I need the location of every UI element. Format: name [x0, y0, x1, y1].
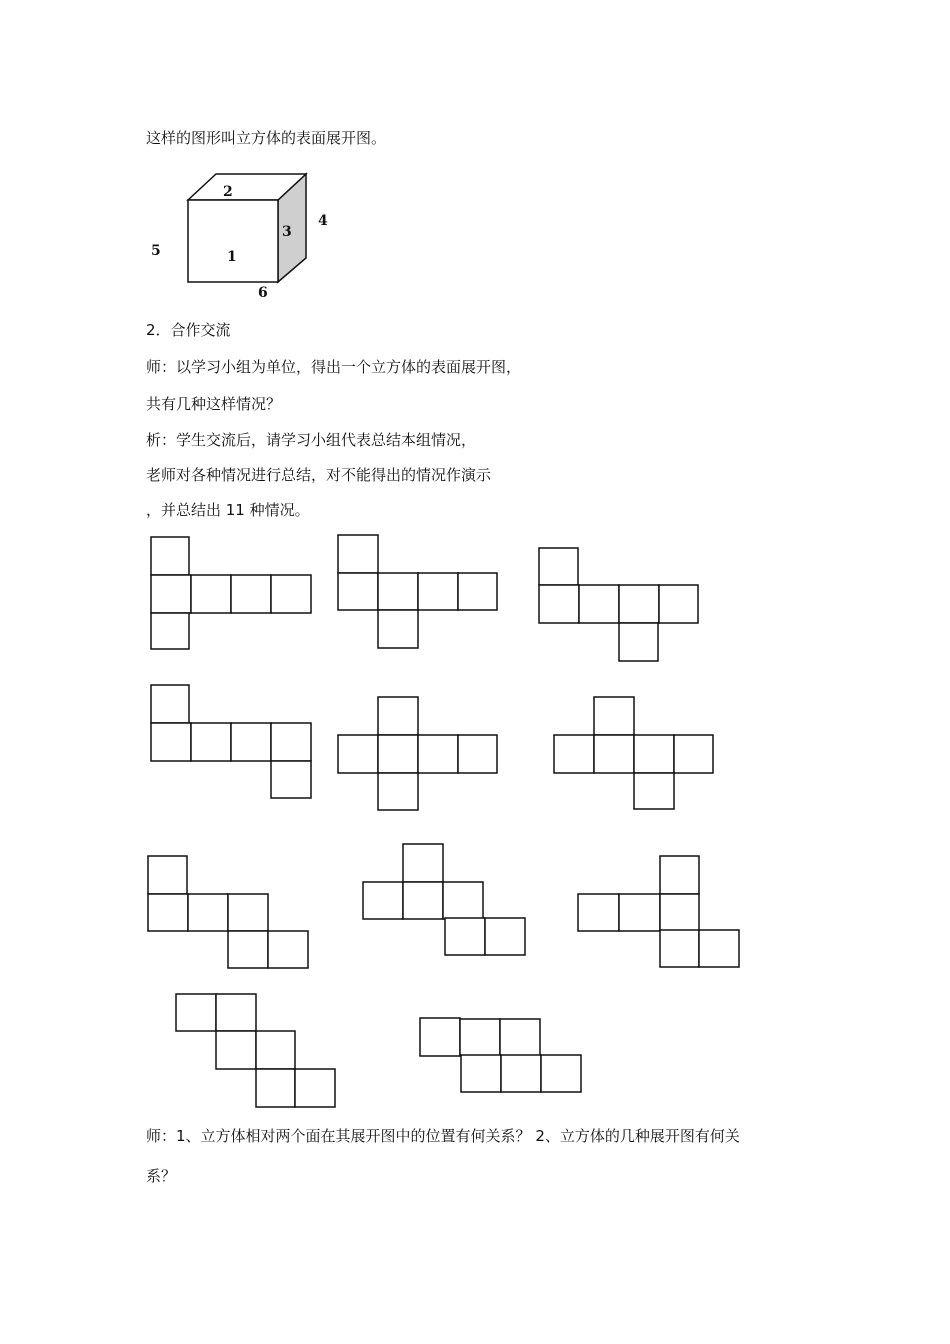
net-square [148, 856, 187, 894]
cube-net-4 [151, 685, 311, 798]
net-square [231, 575, 271, 613]
cube-net-9 [578, 856, 739, 967]
question-line-1: 师：1、立方体相对两个面在其展开图中的位置有何关系？ 2、立方体的几种展开图有何关 [146, 1127, 740, 1145]
net-square [418, 735, 458, 773]
intro-text: 这样的图形叫立方体的表面展开图。 [146, 129, 387, 147]
cube-label-left: 5 [151, 243, 161, 259]
net-square [378, 610, 418, 648]
net-square [271, 575, 311, 613]
cube-label-back: 4 [318, 213, 328, 229]
net-square [378, 697, 418, 735]
net-square [231, 723, 271, 761]
net-square [216, 1031, 256, 1069]
net-square [445, 918, 485, 955]
net-square [188, 894, 228, 931]
net-square [271, 761, 311, 798]
net-square [191, 575, 231, 613]
cube-net-11 [420, 1018, 581, 1092]
net-square [151, 685, 189, 723]
teacher-line-2: 共有几种这样情况？ [146, 395, 282, 413]
cube-net-2 [338, 535, 497, 648]
cube-net-10 [176, 994, 335, 1107]
net-square [378, 773, 418, 810]
net-square [500, 1019, 540, 1056]
cube-label-front: 1 [227, 249, 237, 265]
net-square [485, 918, 525, 955]
net-square [460, 1019, 500, 1056]
net-square [148, 894, 188, 931]
cube-label-bottom: 6 [258, 285, 268, 301]
net-square [578, 894, 619, 931]
cube-net-5 [338, 697, 497, 810]
cube-net-6 [554, 697, 713, 809]
net-square [338, 735, 378, 773]
net-square [363, 882, 403, 919]
net-square [660, 856, 699, 894]
net-square [579, 585, 619, 623]
net-square [541, 1055, 581, 1092]
question-line-2: 系？ [146, 1167, 177, 1185]
net-square [539, 548, 578, 585]
net-square [554, 735, 594, 773]
net-square [268, 931, 308, 968]
net-square [660, 894, 699, 931]
net-square [619, 894, 660, 931]
net-square [378, 573, 418, 610]
cube-label-right: 3 [282, 224, 292, 240]
net-square [501, 1055, 541, 1092]
analysis-line-1: 析：学生交流后，请学习小组代表总结本组情况， [146, 431, 477, 449]
net-square [176, 994, 216, 1031]
net-square [634, 735, 674, 773]
net-square [191, 723, 231, 761]
net-square [256, 1031, 295, 1069]
section-heading: 2．合作交流 [146, 321, 231, 339]
net-square [403, 844, 443, 882]
net-square [403, 882, 443, 919]
teacher-line-1: 师：以学习小组为单位，得出一个立方体的表面展开图， [146, 358, 522, 376]
net-square [418, 573, 458, 610]
net-square [634, 773, 674, 809]
net-square [699, 930, 739, 967]
analysis-line-2: 老师对各种情况进行总结，对不能得出的情况作演示 [146, 466, 492, 484]
net-square [619, 623, 658, 661]
net-square [338, 573, 378, 610]
net-square [338, 535, 378, 573]
cube-net-7 [148, 856, 308, 968]
net-square [659, 585, 698, 623]
net-square [295, 1069, 335, 1107]
cube-net-8 [363, 844, 525, 955]
net-square [151, 537, 189, 575]
net-square [594, 735, 634, 773]
net-square [674, 735, 713, 773]
cube-net-3 [539, 548, 698, 661]
net-square [539, 585, 579, 623]
net-square [151, 613, 189, 649]
net-square [256, 1069, 295, 1107]
net-square [151, 723, 191, 761]
net-square [271, 723, 311, 761]
analysis-line-3: ，并总结出 11 种情况。 [146, 501, 310, 519]
cube-label-top: 2 [223, 184, 233, 200]
net-square [458, 573, 497, 610]
net-square [216, 994, 256, 1031]
net-square [228, 894, 268, 931]
net-square [458, 735, 497, 773]
net-square [660, 930, 699, 967]
cube-net-1 [151, 537, 311, 649]
net-square [619, 585, 659, 623]
net-square [151, 575, 191, 613]
net-square [443, 882, 483, 919]
net-square [461, 1055, 501, 1092]
net-square [420, 1018, 460, 1056]
net-square [378, 735, 418, 773]
net-square [594, 697, 634, 735]
net-square [228, 931, 268, 968]
